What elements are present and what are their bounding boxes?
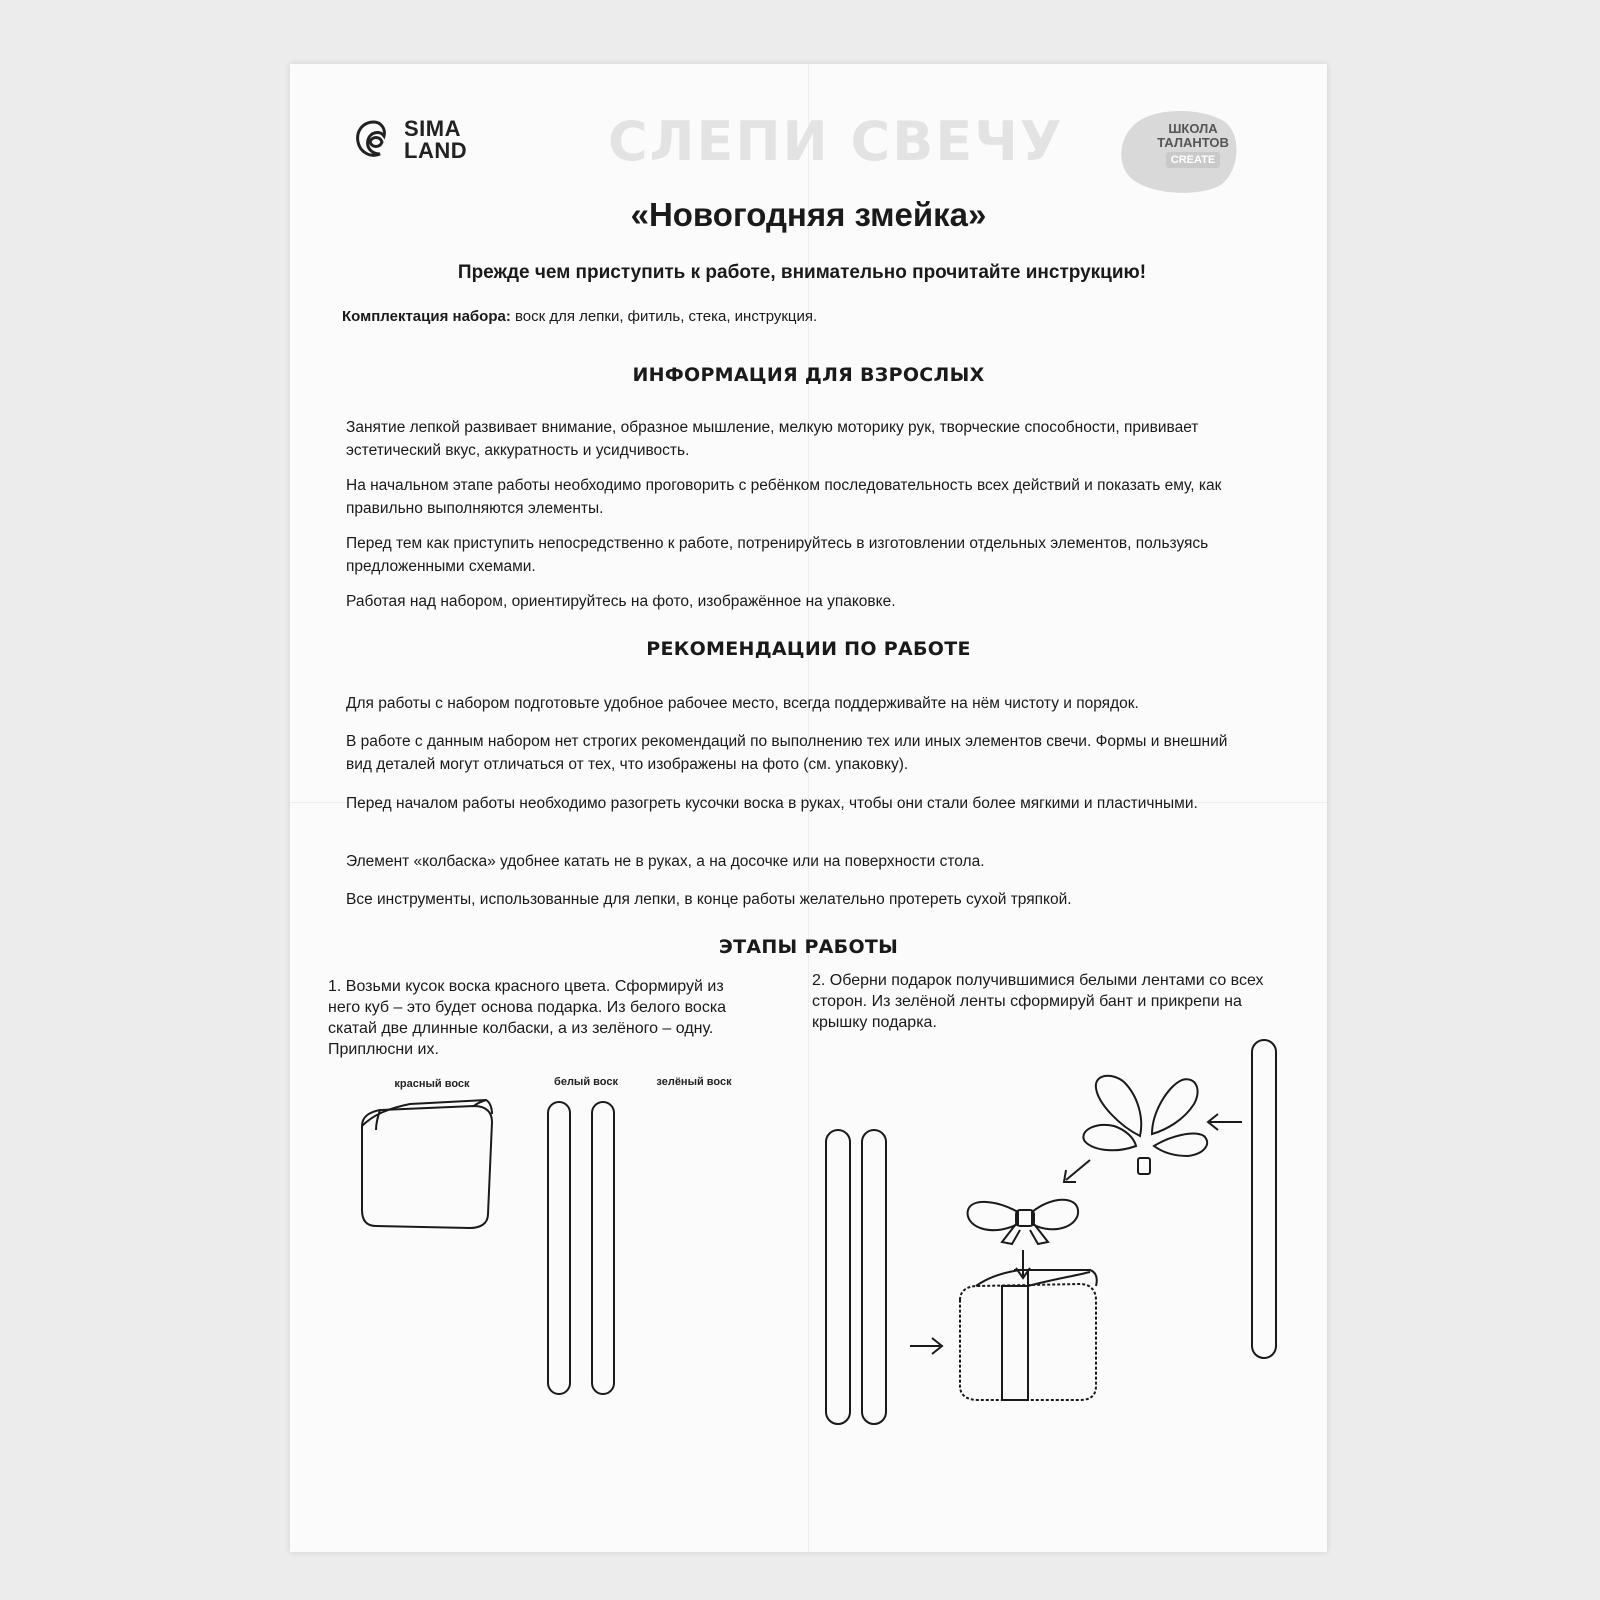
recommendation-paragraph: Для работы с набором подготовьте удобное рабочее место, всегда поддерживайте на нём чистоту и порядок.	[346, 695, 1139, 712]
product-title: СЛЕПИ СВЕЧУ	[608, 110, 1064, 173]
heading-recommendations: РЕКОМЕНДАЦИИ ПО РАБОТЕ	[646, 638, 971, 660]
logo-line-2: LAND	[404, 138, 468, 163]
heading-steps: ЭТАПЫ РАБОТЫ	[718, 936, 899, 958]
school-badge: CREATE	[1166, 152, 1220, 168]
white-wax-strip	[592, 1102, 614, 1394]
step-1-text: 1. Возьми кусок воска красного цвета. Сформируй из него куб – это будет основа подарка. Из белого воска скатай две длинные колбаски, а из зелёного – одну. Приплюсни их.	[328, 978, 727, 1058]
kit-label: Комплектация набора:	[342, 308, 511, 325]
wax-cube-drawing	[362, 1100, 492, 1228]
recommendation-paragraph: Все инструменты, использованные для лепки, в конце работы желательно протереть сухой тряпкой.	[346, 891, 1072, 908]
adults-paragraph: Работая над набором, ориентируйтесь на фото, изображённое на упаковке.	[346, 593, 896, 610]
recommendation-paragraph: Элемент «колбаска» удобнее катать не в руках, а на досочке или на поверхности стола.	[346, 853, 985, 870]
white-ribbon-strip	[826, 1130, 850, 1424]
kit-value: воск для лепки, фитиль, стека, инструкция.	[510, 308, 818, 325]
school-line-1: ШКОЛА	[1168, 121, 1218, 136]
adults-paragraph: Занятие лепкой развивает внимание, образное мышление, мелкую моторику рук, творческие способности, прививает эстетический вкус, аккуратность и усидчивость.	[346, 419, 1199, 459]
label-red-wax: красный воск	[394, 1078, 470, 1090]
green-ribbon-strip	[1252, 1040, 1276, 1358]
recommendation-paragraph: В работе с данным набором нет строгих рекомендаций по выполнению тех или иных элементов свечи. Формы и внешний вид деталей могут отличаться от тех, что изображены на фото (см. упаковку).	[346, 733, 1228, 773]
recommendation-paragraph: Перед началом работы необходимо разогреть кусочки воска в руках, чтобы они стали более мягкими и пластичными.	[346, 795, 1198, 812]
logo-line-1: SIMA	[404, 116, 461, 141]
arrow-icon	[1066, 1160, 1090, 1180]
label-white-wax: белый воск	[554, 1076, 618, 1088]
heading-adults: ИНФОРМАЦИЯ ДЛЯ ВЗРОСЛЫХ	[632, 364, 985, 386]
adults-paragraph: Перед тем как приступить непосредственно к работе, потренируйтесь в изготовлении отдельных элементов, пользуясь предложенными схемами.	[346, 535, 1209, 575]
page-title: «Новогодняя змейка»	[630, 196, 987, 233]
arrow-icons	[910, 1114, 1242, 1354]
gift-box-drawing	[960, 1270, 1097, 1400]
bow-loops-drawing	[1083, 1076, 1207, 1174]
adults-paragraph: На начальном этапе работы необходимо проговорить с ребёнком последовательность всех действий и показать ему, как правильно выполняются элементы.	[346, 477, 1222, 517]
white-wax-strip	[548, 1102, 570, 1394]
label-green-wax: зелёный воск	[656, 1076, 732, 1088]
school-line-2: ТАЛАНТОВ	[1157, 135, 1229, 150]
assembled-bow-drawing	[968, 1200, 1079, 1244]
white-ribbon-strip	[862, 1130, 886, 1424]
warning-text: Прежде чем приступить к работе, внимательно прочитайте инструкцию!	[457, 262, 1147, 283]
instruction-sheet	[290, 64, 1327, 1552]
step-illustrations	[290, 64, 1327, 1552]
step-2-text: 2. Оберни подарок получившимися белыми лентами со всех сторон. Из зелёной ленты сформируй бант и прикрепи на крышку подарка.	[812, 972, 1264, 1031]
